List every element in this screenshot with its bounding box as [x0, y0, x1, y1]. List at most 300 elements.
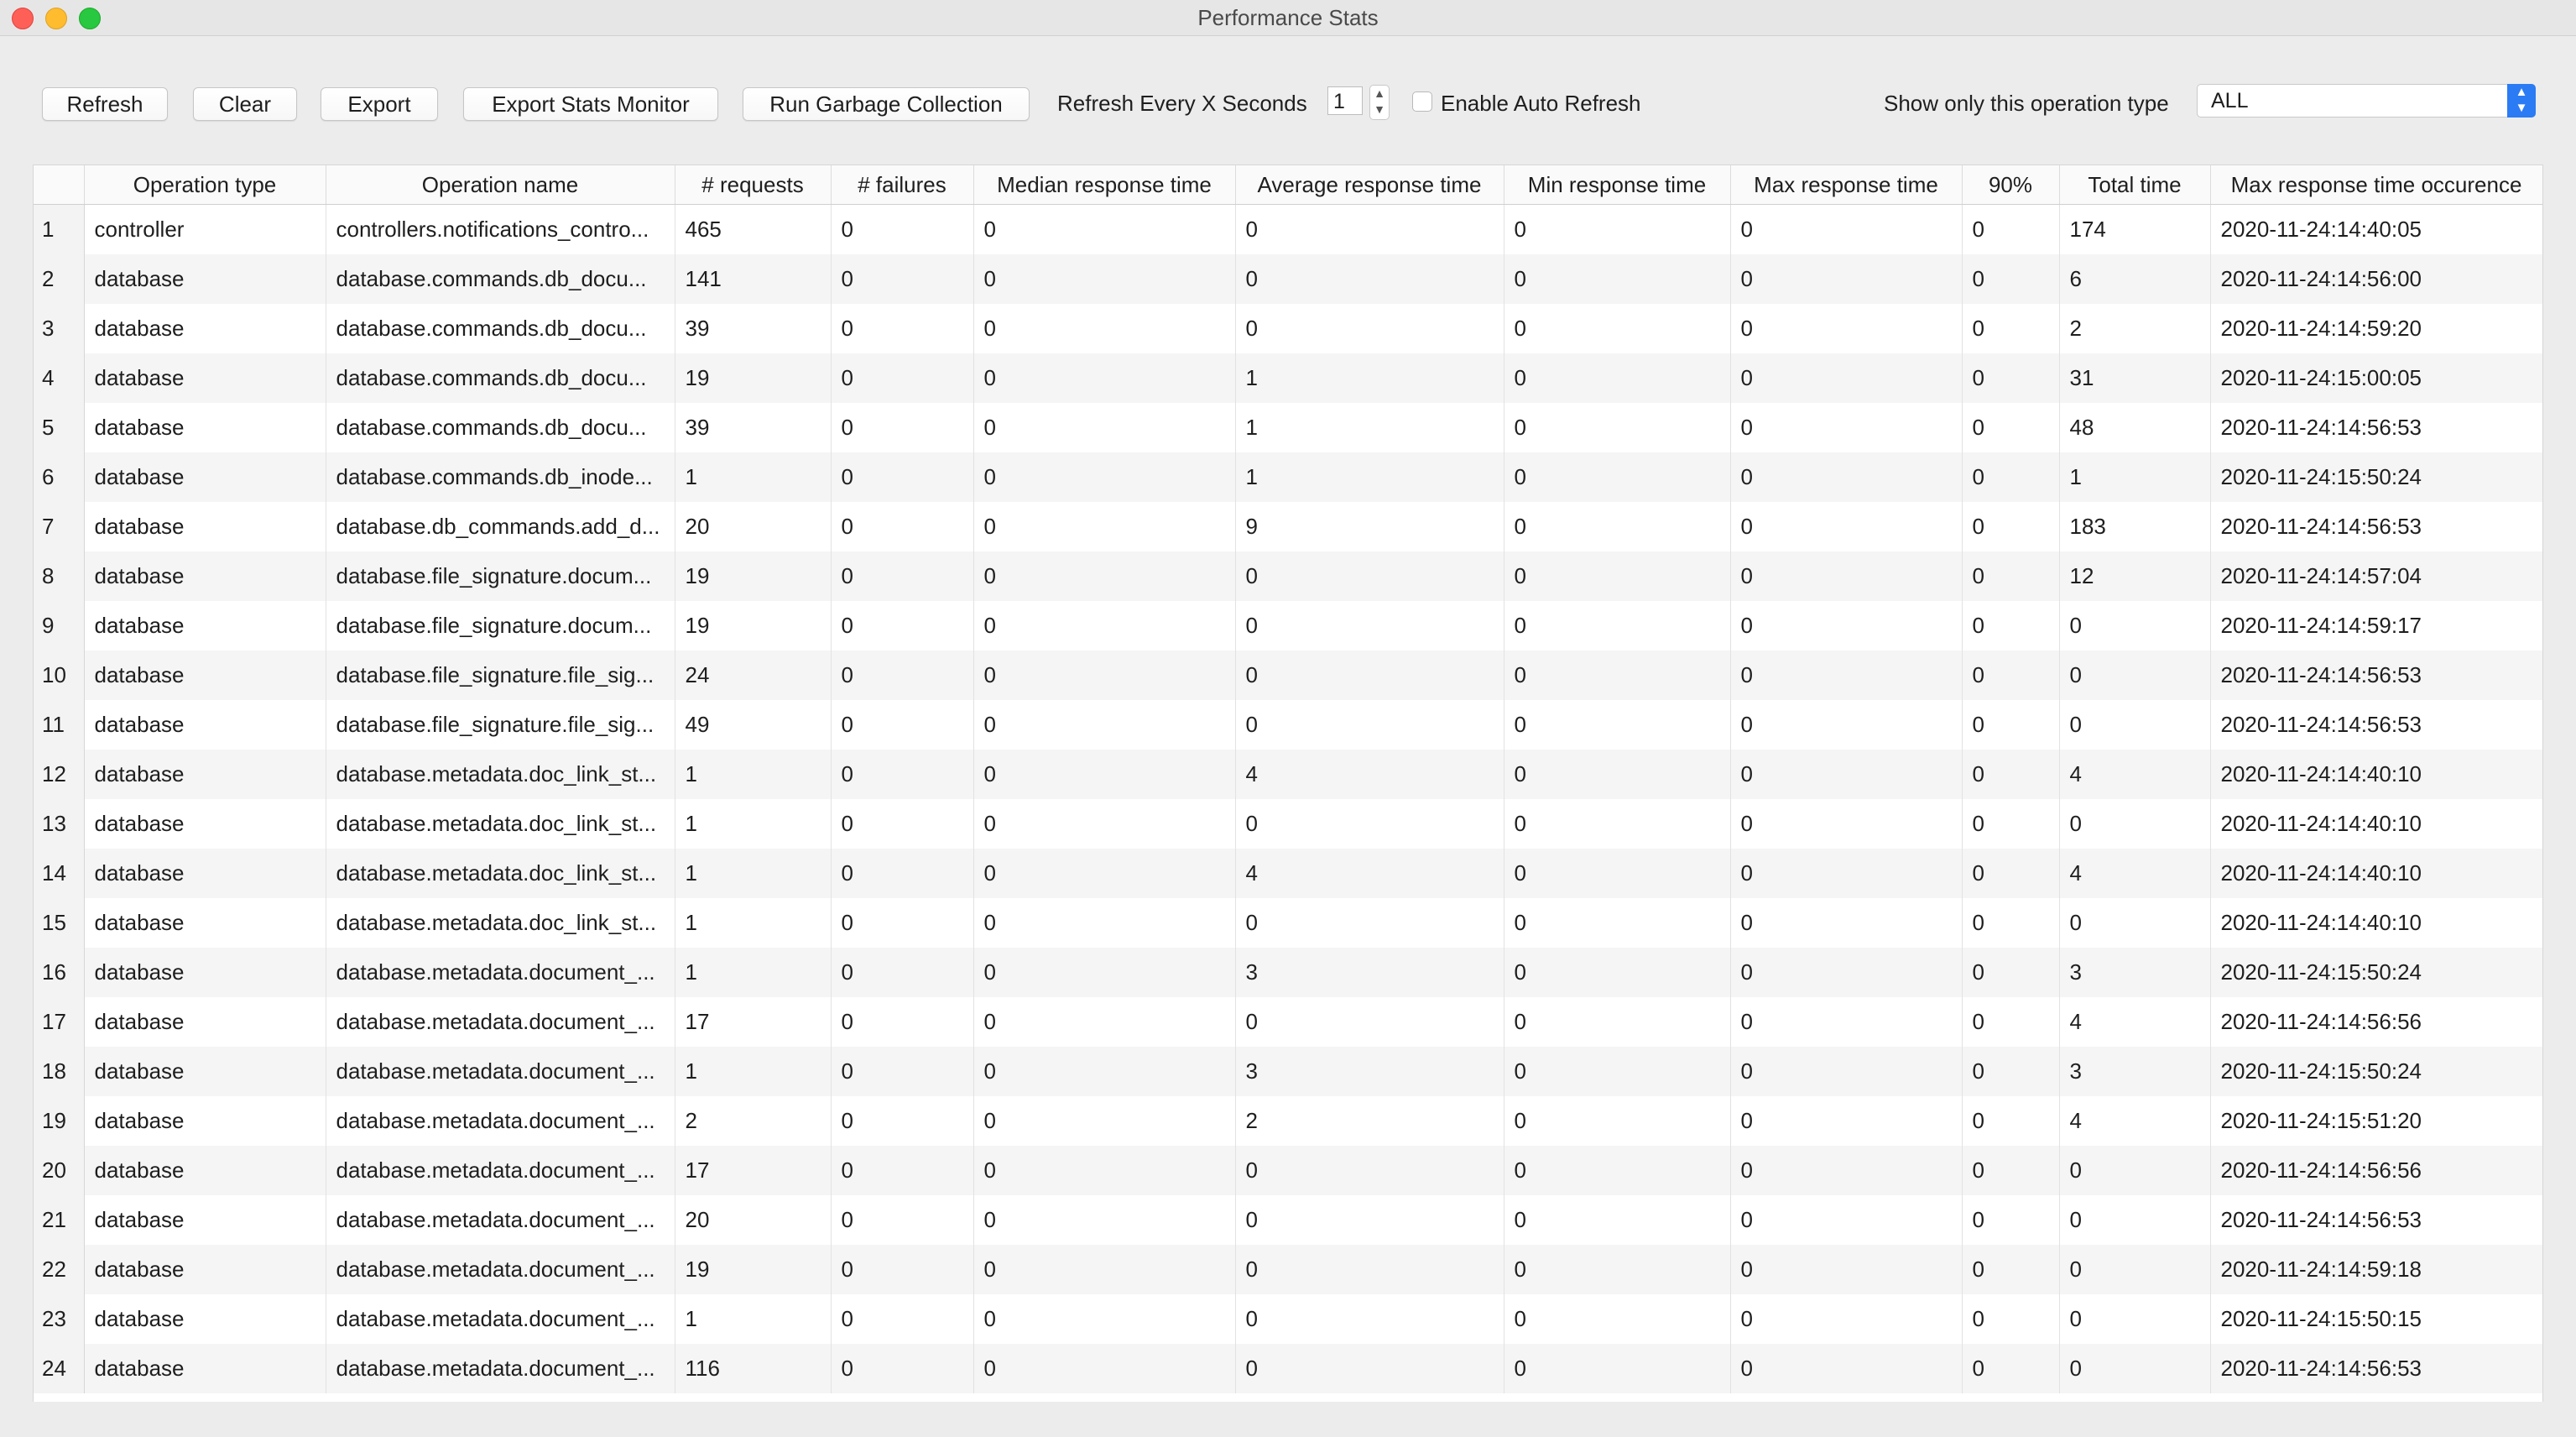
- table-cell: 0: [1730, 948, 1962, 997]
- table-cell: 0: [2059, 1195, 2210, 1245]
- table-cell: 0: [1962, 254, 2059, 304]
- table-cell: database: [84, 799, 326, 849]
- table-cell: database: [84, 502, 326, 551]
- table-cell: database.metadata.document_...: [326, 948, 675, 997]
- table-cell: database.metadata.document_...: [326, 1146, 675, 1195]
- table-cell: database: [84, 849, 326, 898]
- table-cell: 2020-11-24:14:40:10: [2210, 898, 2542, 948]
- table-cell: 0: [1235, 651, 1504, 700]
- table-cell: 0: [1504, 254, 1730, 304]
- table-cell: 0: [1504, 353, 1730, 403]
- table-cell: 0: [1504, 601, 1730, 651]
- row-number: 17: [34, 997, 84, 1047]
- table-cell: 19: [675, 353, 831, 403]
- export-button[interactable]: Export: [321, 87, 438, 121]
- table-cell: database: [84, 700, 326, 750]
- table-cell: 0: [1962, 799, 2059, 849]
- row-number: 2: [34, 254, 84, 304]
- table-cell: 0: [1962, 403, 2059, 452]
- table-cell: 0: [1504, 551, 1730, 601]
- table-cell: 0: [1730, 1294, 1962, 1344]
- table-cell: 0: [1504, 1195, 1730, 1245]
- table-cell: 0: [1504, 948, 1730, 997]
- table-cell: 2020-11-24:14:59:18: [2210, 1245, 2542, 1294]
- table-cell: 0: [973, 1344, 1235, 1393]
- table-cell: 0: [1504, 304, 1730, 353]
- stepper-down-icon[interactable]: ▼: [1374, 102, 1385, 116]
- table-cell: 4: [2059, 750, 2210, 799]
- column-header[interactable]: 90%: [1962, 165, 2059, 205]
- table-cell: 0: [1962, 948, 2059, 997]
- table-cell: 0: [1235, 1146, 1504, 1195]
- table-row[interactable]: [34, 1245, 2542, 1294]
- row-number: 18: [34, 1047, 84, 1096]
- table-cell: database.file_signature.docum...: [326, 601, 675, 651]
- table-row[interactable]: [34, 1096, 2542, 1146]
- table-cell: 0: [1962, 205, 2059, 255]
- table-cell: database.metadata.document_...: [326, 1245, 675, 1294]
- table-cell: database.db_commands.add_d...: [326, 502, 675, 551]
- row-number: 15: [34, 898, 84, 948]
- table-cell: 2020-11-24:14:56:53: [2210, 502, 2542, 551]
- row-number: 3: [34, 304, 84, 353]
- table-cell: database: [84, 651, 326, 700]
- table-cell: 0: [1730, 700, 1962, 750]
- export-stats-monitor-button[interactable]: Export Stats Monitor: [463, 87, 718, 121]
- table-cell: 0: [1730, 1047, 1962, 1096]
- operation-type-value: ALL: [2211, 89, 2249, 112]
- table-cell: 2: [675, 1096, 831, 1146]
- table-cell: 2020-11-24:14:56:56: [2210, 1146, 2542, 1195]
- table-row[interactable]: [34, 948, 2542, 997]
- table-cell: 0: [1235, 1245, 1504, 1294]
- column-header[interactable]: Operation name: [326, 165, 675, 205]
- table-cell: 2020-11-24:14:56:00: [2210, 254, 2542, 304]
- table-cell: 2020-11-24:15:50:15: [2210, 1294, 2542, 1344]
- table-body: [34, 205, 2542, 1394]
- table-cell: database.commands.db_docu...: [326, 353, 675, 403]
- table-cell: 6: [2059, 254, 2210, 304]
- table-cell: database.file_signature.file_sig...: [326, 700, 675, 750]
- table-cell: 2020-11-24:15:50:24: [2210, 452, 2542, 502]
- table-cell: database: [84, 353, 326, 403]
- table-cell: database.metadata.doc_link_st...: [326, 750, 675, 799]
- table-cell: 0: [1962, 601, 2059, 651]
- table-cell: 116: [675, 1344, 831, 1393]
- table-cell: 0: [831, 403, 973, 452]
- table-cell: database: [84, 997, 326, 1047]
- row-number: 1: [34, 205, 84, 255]
- table-cell: 2020-11-24:14:59:17: [2210, 601, 2542, 651]
- table-cell: database.metadata.doc_link_st...: [326, 799, 675, 849]
- column-header[interactable]: Total time: [2059, 165, 2210, 205]
- table-row[interactable]: [34, 799, 2542, 849]
- table-cell: 0: [1962, 1344, 2059, 1393]
- table-cell: 24: [675, 651, 831, 700]
- table-cell: 0: [1730, 1344, 1962, 1393]
- table-cell: 0: [1962, 452, 2059, 502]
- table-cell: 0: [973, 353, 1235, 403]
- table-cell: 0: [2059, 799, 2210, 849]
- table-cell: 0: [1730, 1146, 1962, 1195]
- table-cell: 0: [973, 1047, 1235, 1096]
- table-cell: 0: [1235, 700, 1504, 750]
- table-cell: 0: [973, 651, 1235, 700]
- row-number: 8: [34, 551, 84, 601]
- table-cell: database: [84, 1096, 326, 1146]
- table-cell: 0: [973, 997, 1235, 1047]
- table-cell: database: [84, 1047, 326, 1096]
- table-cell: database.metadata.document_...: [326, 997, 675, 1047]
- table-cell: 0: [2059, 898, 2210, 948]
- table-cell: 4: [2059, 1096, 2210, 1146]
- table-cell: 0: [1962, 353, 2059, 403]
- table-cell: database: [84, 750, 326, 799]
- row-number: 16: [34, 948, 84, 997]
- table-cell: 0: [1504, 1146, 1730, 1195]
- table-cell: 0: [973, 304, 1235, 353]
- table-cell: 2020-11-24:14:40:10: [2210, 849, 2542, 898]
- table-cell: 0: [973, 1146, 1235, 1195]
- row-number: 21: [34, 1195, 84, 1245]
- clear-button[interactable]: Clear: [193, 87, 297, 121]
- table-cell: 0: [973, 205, 1235, 255]
- table-row[interactable]: [34, 353, 2542, 403]
- table-cell: 0: [831, 452, 973, 502]
- table-cell: 0: [1504, 452, 1730, 502]
- table-cell: 0: [1504, 898, 1730, 948]
- column-header[interactable]: Max response time occurence: [2210, 165, 2542, 205]
- table-cell: 0: [1730, 551, 1962, 601]
- table-cell: controller: [84, 205, 326, 255]
- table-cell: database: [84, 452, 326, 502]
- table-cell: 0: [973, 1245, 1235, 1294]
- table-cell: 0: [973, 700, 1235, 750]
- table-cell: 0: [1504, 403, 1730, 452]
- table-cell: 0: [973, 1294, 1235, 1344]
- table-cell: 0: [1504, 651, 1730, 700]
- row-number-header[interactable]: [34, 165, 84, 205]
- table-cell: 0: [1504, 205, 1730, 255]
- auto-refresh-checkbox[interactable]: [1412, 91, 1432, 112]
- row-number: 11: [34, 700, 84, 750]
- table-cell: 0: [973, 799, 1235, 849]
- toolbar: [0, 81, 2576, 131]
- table-cell: 1: [675, 750, 831, 799]
- row-number: 12: [34, 750, 84, 799]
- table-cell: 0: [1235, 1294, 1504, 1344]
- table-cell: 0: [1504, 502, 1730, 551]
- table-cell: 0: [1504, 1047, 1730, 1096]
- table-cell: database.commands.db_docu...: [326, 403, 675, 452]
- table-cell: 0: [1235, 1195, 1504, 1245]
- table-cell: 31: [2059, 353, 2210, 403]
- table-cell: 0: [973, 254, 1235, 304]
- table-cell: 2020-11-24:14:56:53: [2210, 700, 2542, 750]
- table-cell: 12: [2059, 551, 2210, 601]
- table-cell: 0: [1730, 997, 1962, 1047]
- table-cell: 0: [831, 353, 973, 403]
- table-cell: 0: [831, 799, 973, 849]
- table-cell: 0: [2059, 1344, 2210, 1393]
- table-cell: 0: [1235, 254, 1504, 304]
- table-row[interactable]: [34, 1195, 2542, 1245]
- table-row[interactable]: [34, 452, 2542, 502]
- table-cell: 3: [2059, 1047, 2210, 1096]
- operation-type-select[interactable]: [2197, 84, 2536, 118]
- table-cell: 1: [675, 849, 831, 898]
- table-cell: 4: [2059, 849, 2210, 898]
- table-cell: 0: [973, 898, 1235, 948]
- run-garbage-collection-button[interactable]: Run Garbage Collection: [743, 87, 1030, 121]
- table-cell: 1: [675, 1047, 831, 1096]
- row-number: 4: [34, 353, 84, 403]
- table-cell: 1: [675, 898, 831, 948]
- table-cell: 0: [1504, 1096, 1730, 1146]
- table-cell: 0: [1504, 799, 1730, 849]
- stepper-up-icon[interactable]: ▲: [1374, 86, 1385, 100]
- row-number: 7: [34, 502, 84, 551]
- table-cell: 0: [1235, 799, 1504, 849]
- table-cell: database: [84, 948, 326, 997]
- table-cell: 183: [2059, 502, 2210, 551]
- table-cell: 0: [1962, 1096, 2059, 1146]
- table-cell: 4: [1235, 750, 1504, 799]
- column-header[interactable]: Operation type: [84, 165, 326, 205]
- table-cell: database: [84, 1146, 326, 1195]
- table-cell: database.metadata.document_...: [326, 1047, 675, 1096]
- table-cell: 1: [675, 452, 831, 502]
- table-cell: 0: [831, 1344, 973, 1393]
- table-cell: 0: [1962, 1146, 2059, 1195]
- table-row[interactable]: [34, 700, 2542, 750]
- row-number: 23: [34, 1294, 84, 1344]
- table-cell: 2020-11-24:14:40:10: [2210, 750, 2542, 799]
- table-row[interactable]: [34, 254, 2542, 304]
- table-cell: 0: [831, 601, 973, 651]
- table-cell: 20: [675, 502, 831, 551]
- table-cell: 2020-11-24:15:00:05: [2210, 353, 2542, 403]
- table-row[interactable]: [34, 304, 2542, 353]
- table-cell: 2020-11-24:14:59:20: [2210, 304, 2542, 353]
- table-cell: 2020-11-24:14:56:56: [2210, 997, 2542, 1047]
- table-cell: 0: [1730, 502, 1962, 551]
- table-cell: database.file_signature.docum...: [326, 551, 675, 601]
- table-cell: 0: [831, 1146, 973, 1195]
- table-cell: 0: [2059, 1146, 2210, 1195]
- refresh-interval-label: Refresh Every X Seconds: [1057, 91, 1307, 116]
- table-cell: database.commands.db_inode...: [326, 452, 675, 502]
- table-cell: 0: [1504, 1245, 1730, 1294]
- table-row[interactable]: [34, 601, 2542, 651]
- table-cell: database.metadata.document_...: [326, 1294, 675, 1344]
- table-row[interactable]: [34, 502, 2542, 551]
- table-cell: 3: [1235, 948, 1504, 997]
- title-bar: [0, 0, 2576, 36]
- table-cell: database: [84, 304, 326, 353]
- table-cell: 2020-11-24:14:56:53: [2210, 1344, 2542, 1393]
- table-cell: database.file_signature.file_sig...: [326, 651, 675, 700]
- table-cell: 49: [675, 700, 831, 750]
- column-header[interactable]: # requests: [675, 165, 831, 205]
- table-cell: 2020-11-24:14:56:53: [2210, 651, 2542, 700]
- table-row[interactable]: [34, 205, 2542, 255]
- table-cell: 0: [831, 651, 973, 700]
- table-cell: 0: [831, 997, 973, 1047]
- table-cell: 0: [973, 1096, 1235, 1146]
- table-cell: 0: [1730, 750, 1962, 799]
- column-header[interactable]: # failures: [831, 165, 973, 205]
- table-cell: 0: [973, 502, 1235, 551]
- table-row[interactable]: [34, 1344, 2542, 1393]
- table-cell: 0: [973, 948, 1235, 997]
- chevron-up-down-icon[interactable]: ▲ ▼: [2507, 84, 2536, 118]
- table-cell: 2: [2059, 304, 2210, 353]
- refresh-button[interactable]: Refresh: [42, 87, 168, 121]
- table-cell: 0: [1962, 1294, 2059, 1344]
- table-cell: 0: [1730, 1195, 1962, 1245]
- table-cell: database: [84, 403, 326, 452]
- table-cell: 39: [675, 403, 831, 452]
- table-cell: 1: [675, 948, 831, 997]
- table-row[interactable]: [34, 1146, 2542, 1195]
- table-cell: 0: [1962, 849, 2059, 898]
- table-cell: 174: [2059, 205, 2210, 255]
- table-cell: 0: [1730, 601, 1962, 651]
- table-cell: 2020-11-24:14:56:53: [2210, 1195, 2542, 1245]
- table-row[interactable]: [34, 750, 2542, 799]
- table-cell: database.commands.db_docu...: [326, 304, 675, 353]
- table-cell: 0: [831, 948, 973, 997]
- table-cell: 0: [973, 403, 1235, 452]
- table-cell: 0: [1962, 1047, 2059, 1096]
- table-cell: 2020-11-24:15:50:24: [2210, 948, 2542, 997]
- table-row[interactable]: [34, 1047, 2542, 1096]
- table-cell: database: [84, 1294, 326, 1344]
- table-cell: 1: [1235, 403, 1504, 452]
- table-cell: 0: [1962, 750, 2059, 799]
- table-cell: 19: [675, 1245, 831, 1294]
- table-cell: 0: [1730, 254, 1962, 304]
- row-number: 22: [34, 1245, 84, 1294]
- table-cell: 0: [831, 551, 973, 601]
- table-cell: 0: [1235, 1344, 1504, 1393]
- table-cell: 0: [831, 254, 973, 304]
- table-cell: 0: [1962, 651, 2059, 700]
- table-cell: 0: [2059, 1294, 2210, 1344]
- table-cell: database: [84, 1195, 326, 1245]
- table-cell: 465: [675, 205, 831, 255]
- table-cell: 3: [2059, 948, 2210, 997]
- table-cell: 0: [973, 452, 1235, 502]
- table-cell: 3: [1235, 1047, 1504, 1096]
- table-cell: 0: [831, 502, 973, 551]
- table-cell: 1: [675, 1294, 831, 1344]
- table-cell: 2020-11-24:15:51:20: [2210, 1096, 2542, 1146]
- table-cell: 0: [1730, 205, 1962, 255]
- table-cell: 0: [1504, 750, 1730, 799]
- table-cell: database: [84, 601, 326, 651]
- table-cell: 0: [1235, 551, 1504, 601]
- table-cell: 0: [831, 849, 973, 898]
- row-number: 6: [34, 452, 84, 502]
- table-header-row: [34, 165, 2542, 205]
- table-cell: 1: [675, 799, 831, 849]
- table-cell: 0: [831, 1096, 973, 1146]
- table-cell: database.metadata.document_...: [326, 1096, 675, 1146]
- table-cell: 0: [831, 1047, 973, 1096]
- table-row[interactable]: [34, 403, 2542, 452]
- table-cell: 0: [2059, 651, 2210, 700]
- table-cell: 0: [973, 1195, 1235, 1245]
- table-cell: 0: [831, 1195, 973, 1245]
- column-header[interactable]: Median response time: [973, 165, 1235, 205]
- table-row[interactable]: [34, 849, 2542, 898]
- table-row[interactable]: [34, 1294, 2542, 1344]
- table-cell: 17: [675, 1146, 831, 1195]
- window-bottom: [0, 1402, 2576, 1437]
- table-cell: database: [84, 898, 326, 948]
- table-cell: 0: [1730, 651, 1962, 700]
- table-row[interactable]: [34, 997, 2542, 1047]
- table-cell: 0: [1730, 304, 1962, 353]
- table-cell: 2020-11-24:14:57:04: [2210, 551, 2542, 601]
- table-row[interactable]: [34, 551, 2542, 601]
- column-header[interactable]: Min response time: [1504, 165, 1730, 205]
- table-cell: 0: [831, 700, 973, 750]
- table-cell: 0: [1235, 898, 1504, 948]
- table-row[interactable]: [34, 898, 2542, 948]
- table-cell: 141: [675, 254, 831, 304]
- stats-table[interactable]: [33, 165, 2543, 1403]
- table-cell: database: [84, 254, 326, 304]
- table-row[interactable]: [34, 651, 2542, 700]
- refresh-interval-input[interactable]: 1: [1327, 86, 1363, 115]
- table-cell: database.metadata.document_...: [326, 1344, 675, 1393]
- table-cell: 4: [1235, 849, 1504, 898]
- row-number: 10: [34, 651, 84, 700]
- table-cell: 0: [1730, 799, 1962, 849]
- table-cell: 0: [831, 205, 973, 255]
- table-cell: database.metadata.doc_link_st...: [326, 849, 675, 898]
- table-cell: 4: [2059, 997, 2210, 1047]
- table-cell: 0: [1504, 1344, 1730, 1393]
- table-cell: 0: [1504, 700, 1730, 750]
- column-header[interactable]: Max response time: [1730, 165, 1962, 205]
- table-cell: 0: [973, 750, 1235, 799]
- table-cell: 0: [1962, 1195, 2059, 1245]
- operation-filter-label: Show only this operation type: [1884, 91, 2169, 116]
- column-header[interactable]: Average response time: [1235, 165, 1504, 205]
- table-cell: 0: [831, 304, 973, 353]
- table-cell: 0: [1504, 1294, 1730, 1344]
- table-cell: 0: [1730, 849, 1962, 898]
- refresh-interval-stepper[interactable]: [1369, 85, 1390, 120]
- row-number: 24: [34, 1344, 84, 1393]
- table-cell: 9: [1235, 502, 1504, 551]
- table-cell: 0: [831, 898, 973, 948]
- row-number: 9: [34, 601, 84, 651]
- table-cell: 0: [1730, 403, 1962, 452]
- table-cell: database.metadata.document_...: [326, 1195, 675, 1245]
- row-number: 14: [34, 849, 84, 898]
- table-cell: 48: [2059, 403, 2210, 452]
- table-cell: 0: [1730, 1245, 1962, 1294]
- table-cell: 0: [1962, 997, 2059, 1047]
- table-cell: 0: [2059, 1245, 2210, 1294]
- table-cell: 1: [1235, 353, 1504, 403]
- table-cell: 0: [973, 601, 1235, 651]
